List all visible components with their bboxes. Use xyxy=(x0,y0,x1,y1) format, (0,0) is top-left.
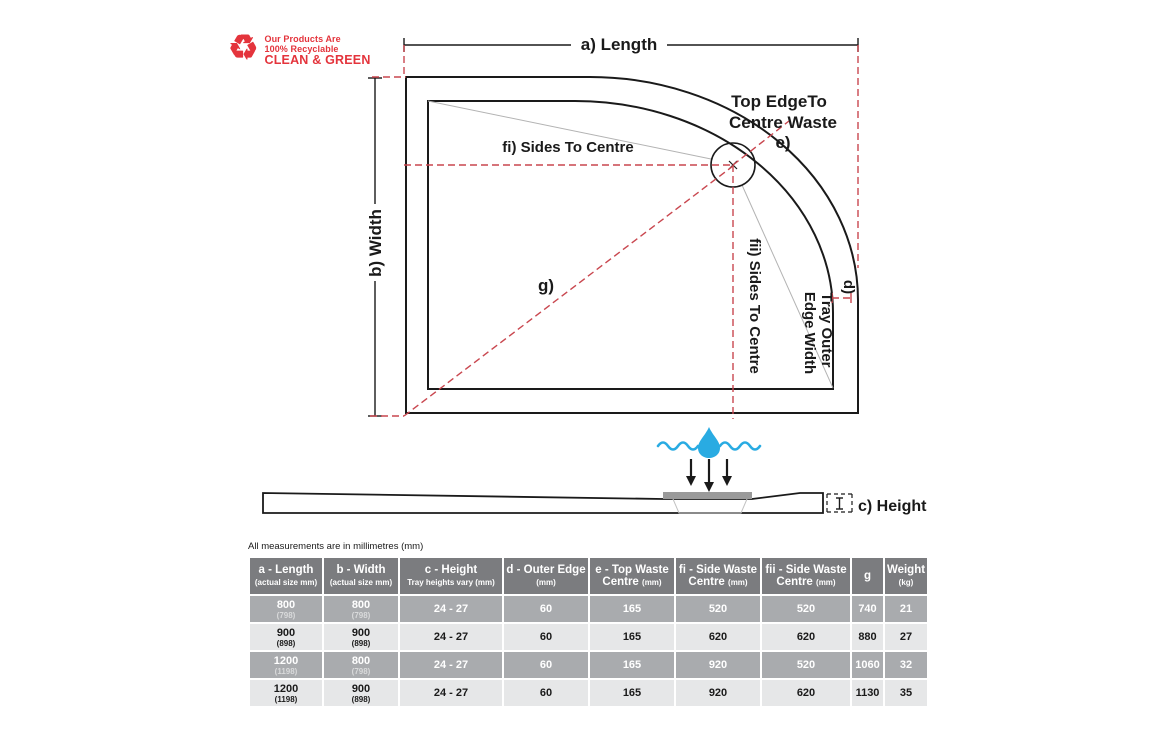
recycle-icon: ♻ xyxy=(228,29,259,67)
table-cell: 800 (798) xyxy=(324,596,398,622)
table-cell: 900 (898) xyxy=(324,624,398,650)
height-measure-tick xyxy=(836,498,843,509)
e-label: e) xyxy=(775,133,791,152)
table-cell: 800 (798) xyxy=(250,596,322,622)
table-cell: 900 (898) xyxy=(324,680,398,706)
g-label: g) xyxy=(537,276,555,295)
table-cell: 1060 xyxy=(852,652,883,678)
measurements-note: All measurements are in millimetres (mm) xyxy=(248,541,424,552)
table-cell: 165 xyxy=(590,680,674,706)
table-cell: 27 xyxy=(885,624,927,650)
height-label: c) Height xyxy=(858,498,927,515)
table-cell: 24 - 27 xyxy=(400,680,502,706)
table-cell: 24 - 27 xyxy=(400,652,502,678)
table-cell: 21 xyxy=(885,596,927,622)
wave-icon-left xyxy=(658,443,698,450)
table-cell: 165 xyxy=(590,652,674,678)
table-cell: 60 xyxy=(504,624,588,650)
table-cell: 1200 (1198) xyxy=(250,680,322,706)
col-header-fi-side-waste: fi - Side Waste Centre (mm) xyxy=(676,558,760,594)
table-cell: 520 xyxy=(762,652,850,678)
table-cell: 520 xyxy=(762,596,850,622)
col-header-c-height: c - Height Tray heights vary (mm) xyxy=(400,558,502,594)
length-label: a) Length xyxy=(580,35,658,54)
logo-line2: 100% Recyclable xyxy=(264,44,339,54)
table-row xyxy=(250,680,927,706)
logo-line1: Our Products Are xyxy=(264,34,341,44)
fii-label: fii) Sides To Centre xyxy=(746,238,763,374)
spec-table xyxy=(248,556,929,708)
table-cell: 165 xyxy=(590,596,674,622)
table-row xyxy=(250,652,927,678)
table-row xyxy=(250,596,927,622)
table-cell: 620 xyxy=(676,624,760,650)
col-header-fii-side-waste: fii - Side Waste Centre (mm) xyxy=(762,558,850,594)
col-header-b-width: b - Width (actual size mm) xyxy=(324,558,398,594)
table-cell: 920 xyxy=(676,680,760,706)
table-cell: 24 - 27 xyxy=(400,624,502,650)
table-cell: 900 (898) xyxy=(250,624,322,650)
logo-line3: CLEAN & GREEN xyxy=(264,53,371,67)
table-cell: 165 xyxy=(590,624,674,650)
table-cell: 35 xyxy=(885,680,927,706)
col-header-weight: Weight (kg) xyxy=(885,558,927,594)
table-cell: 60 xyxy=(504,680,588,706)
table-cell: 1200 (1198) xyxy=(250,652,322,678)
waste-cover-plate xyxy=(663,492,752,499)
top-edge-label-line2: Centre Waste xyxy=(728,113,838,132)
col-header-a-length: a - Length (actual size mm) xyxy=(250,558,322,594)
width-label: b) Width xyxy=(366,209,385,277)
col-header-e-top-waste: e - Top Waste Centre (mm) xyxy=(590,558,674,594)
table-header-row xyxy=(250,558,927,594)
table-cell: 60 xyxy=(504,652,588,678)
col-header-g: g xyxy=(852,558,883,594)
table-cell: 800 (798) xyxy=(324,652,398,678)
tray-outer-label-line1: Tray Outer xyxy=(818,292,835,368)
table-cell: 740 xyxy=(852,596,883,622)
water-drop-icon xyxy=(698,427,720,458)
col-header-d-outer-edge: d - Outer Edge (mm) xyxy=(504,558,588,594)
table-cell: 1130 xyxy=(852,680,883,706)
table-cell: 620 xyxy=(762,680,850,706)
top-edge-label-line1: Top EdgeTo xyxy=(731,92,827,111)
tray-outer-label-line2: Edge Width xyxy=(801,291,818,375)
down-arrow-icons xyxy=(686,459,732,492)
wave-icon-right xyxy=(720,443,760,450)
table-cell: 880 xyxy=(852,624,883,650)
table-cell: 620 xyxy=(762,624,850,650)
table-cell: 60 xyxy=(504,596,588,622)
table-row xyxy=(250,624,927,650)
fi-label: fi) Sides To Centre xyxy=(502,139,634,156)
table-cell: 32 xyxy=(885,652,927,678)
table-cell: 24 - 27 xyxy=(400,596,502,622)
table-cell: 920 xyxy=(676,652,760,678)
d-label: d) xyxy=(840,279,857,295)
table-cell: 520 xyxy=(676,596,760,622)
